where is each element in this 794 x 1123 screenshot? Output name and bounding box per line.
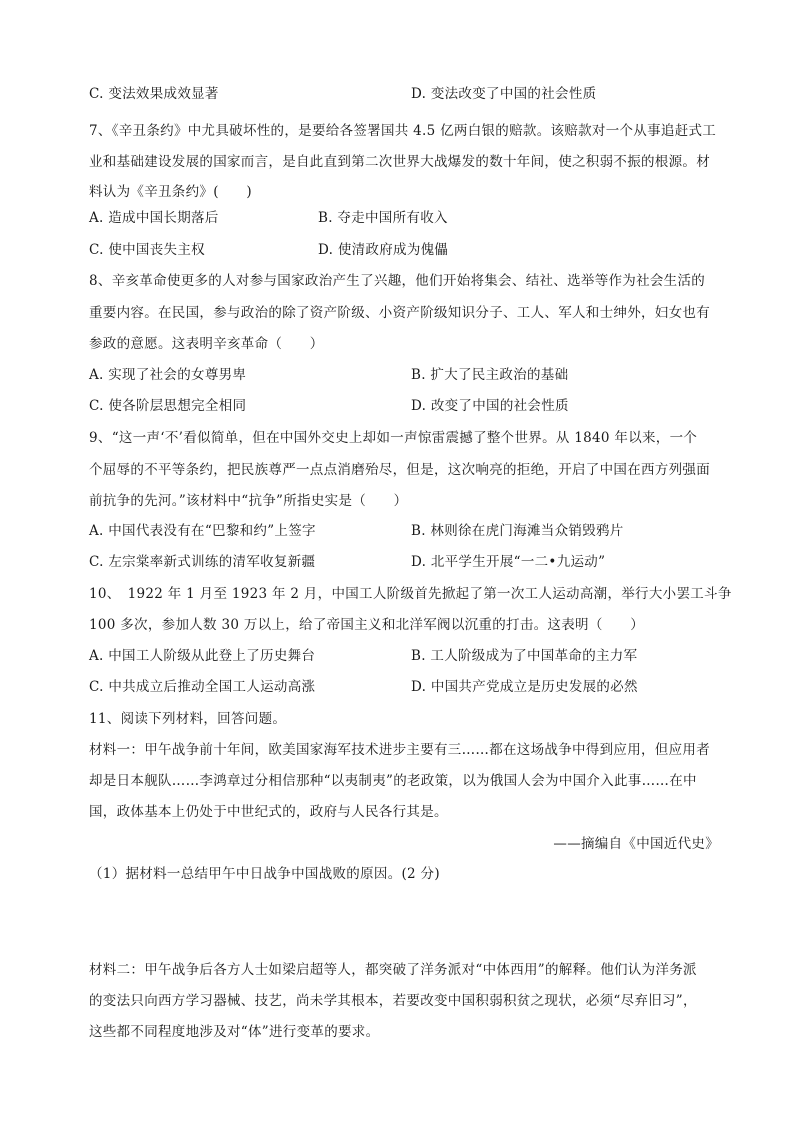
q7-stem-line-1: 7、《辛丑条约》中尤具破坏性的，是要给各签署国共 4.5 亿两白银的赔款。该赔款对一个从事追赶式工 [89,123,717,139]
q7-stem-line-3: 料认为《辛丑条约》( ) [89,184,252,200]
q11-material1-line-3: 国，政体基本上仍处于中世纪式的，政府与人民各行其是。 [89,804,448,820]
q10-option-d: D. 中国共产党成立是历史发展的必然 [411,679,638,695]
q8-option-d: D. 改变了中国的社会性质 [411,398,569,414]
q9-option-c: C. 左宗棠率新式训练的清军收复新疆 [89,554,316,570]
q9-stem-line-1: 9、“这一声‘不’看似简单，但在中国外交史上却如一声惊雷震撼了整个世界。从 1840 年以来，一个 [89,430,698,446]
q9-option-b: B. 林则徐在虎门海滩当众销毁鸦片 [411,523,624,539]
q10-stem-line-1: 10、 1922 年 1 月至 1923 年 2 月，中国工人阶级首先掀起了第一次工人运动高潮，举行大小罢工斗争 [89,586,732,602]
q8-stem-line-3: 参政的意愿。这表明辛亥革命（ ） [89,336,324,352]
q11-intro: 11、阅读下列材料，回答问题。 [89,711,287,727]
q9-stem-line-3: 前抗争的先河。”该材料中“抗争”所指史实是（ ） [89,493,408,509]
q7-option-c: C. 使中国丧失主权 [89,242,205,258]
q9-stem-line-2: 个屈辱的不平等条约，把民族尊严一点点消磨殆尽，但是，这次响亮的拒绝，开启了中国在西方列强面 [89,462,710,478]
q8-stem-line-1: 8、辛亥革命使更多的人对参与国家政治产生了兴趣，他们开始将集会、结社、选举等作为社会生活的 [89,273,706,289]
q10-option-c: C. 中共成立后推动全国工人运动高涨 [89,679,316,695]
q11-material2-line-1: 材料二：甲午战争后各方人士如梁启超等人，都突破了洋务派对“中体西用”的解释。他们认为洋务派 [89,962,697,978]
q8-option-c: C. 使各阶层思想完全相同 [89,398,247,414]
q8-option-b: B. 扩大了民主政治的基础 [411,367,569,383]
q8-stem-line-2: 重要内容。在民国，参与政治的除了资产阶级、小资产阶级知识分子、工人、军人和士绅外，妇女也有 [89,305,710,321]
q7-option-d: D. 使清政府成为傀儡 [318,242,449,258]
q10-option-b: B. 工人阶级成为了中国革命的主力军 [411,648,638,664]
q8-option-a: A. 实现了社会的女尊男卑 [89,367,247,383]
q11-material2-line-2: 的变法只向西方学习器械、技艺，尚未学其根本，若要改变中国积弱积贫之现状，必须“尽弃旧习”， [89,993,697,1009]
q9-option-d: D. 北平学生开展“一二•九运动” [411,554,606,570]
q9-option-a: A. 中国代表没有在“巴黎和约”上签字 [89,523,316,539]
q6-option-c: C. 变法效果成效显著 [89,86,219,102]
q10-option-a: A. 中国工人阶级从此登上了历史舞台 [89,648,316,664]
q11-source1: ——摘编自《中国近代史》 [553,836,719,852]
q11-material2-line-3: 这些都不同程度地涉及对“体”进行变革的要求。 [89,1024,380,1040]
q11-material1-line-2: 却是日本舰队……李鸿章过分相信那种“以夷制夷”的老政策，以为俄国人会为中国介入此事……在中 [89,773,697,789]
q10-stem-line-2: 100 多次，参加人数 30 万以上，给了帝国主义和北洋军阀以沉重的打击。这表明（ ） [89,617,645,633]
q7-stem-line-2: 业和基础建设发展的国家而言，是自此直到第二次世界大战爆发的数十年间，使之积弱不振的根源。材 [89,154,710,170]
q11-question1: （1）据材料一总结甲午中日战争中国战败的原因。(2 分) [89,866,440,882]
q6-option-d: D. 变法改变了中国的社会性质 [411,86,597,102]
q7-option-b: B. 夺走中国所有收入 [318,210,448,226]
q7-option-a: A. 造成中国长期落后 [89,210,219,226]
q11-material1-line-1: 材料一：甲午战争前十年间，欧美国家海军技术进步主要有三……都在这场战争中得到应用，但应用者 [89,742,710,758]
